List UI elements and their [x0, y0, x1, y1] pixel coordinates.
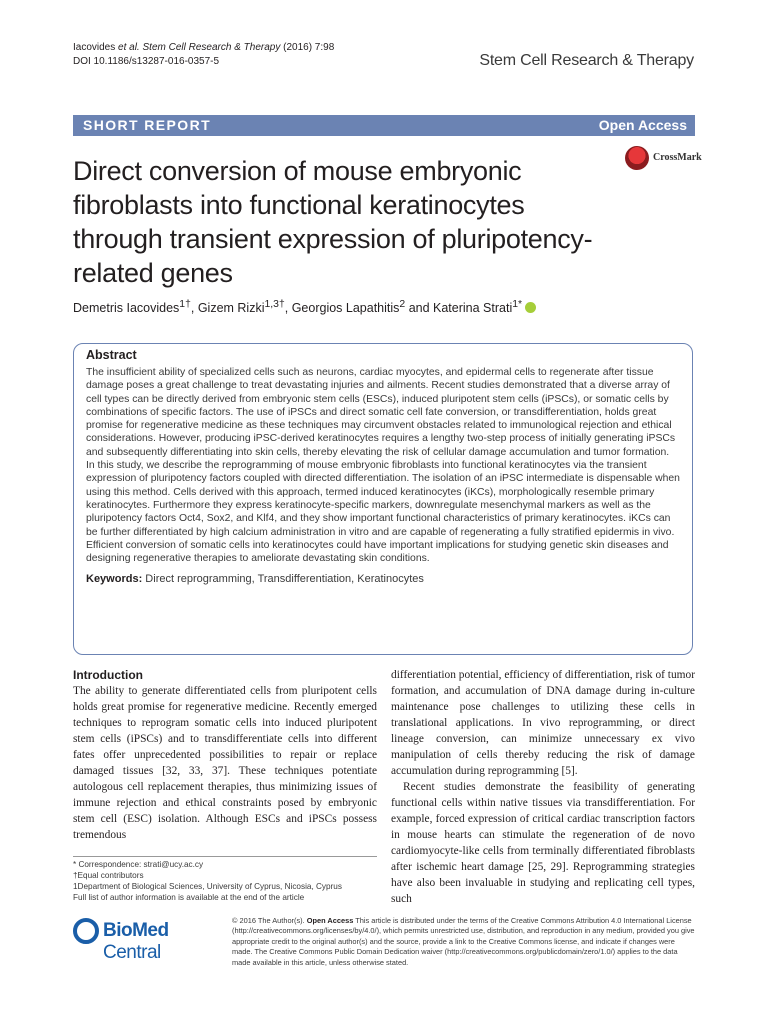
open-access-bold: Open Access: [306, 916, 354, 925]
author-1: Demetris Iacovides: [73, 301, 180, 316]
citation-etal: et al.: [118, 42, 140, 53]
body-column-right: [391, 667, 695, 907]
keywords-label: Keywords:: [86, 573, 143, 586]
author-2-affil: 1,3†: [264, 299, 285, 310]
citation-authors: Iacovides: [73, 42, 116, 53]
footnotes: [73, 856, 377, 903]
crossmark-badge[interactable]: [625, 146, 705, 172]
citation-journal: Stem Cell Research & Therapy: [142, 42, 281, 53]
biomed-central-logo: [73, 916, 223, 963]
license-body: This article is distributed under the terms of the Creative Commons Attribution 4.0 International License (http://creativecommons.org/licenses/by/4.0/), which permits unrestricted use, distribution, and reproduction in any medium, provided you give appropriate credit to the original author(s) and the source, provide a link to the Creative Commons license, and indicate if changes were made. The Creative Commons Public Domain Dedication waiver (http://creativecommons.org/publicdomain/zero/1.0/) applies to the data made available in this article, unless otherwise stated.: [232, 916, 695, 967]
logo-normal: Central: [103, 942, 161, 963]
logo-text: [103, 920, 223, 964]
affiliation: 1Department of Biological Sciences, University of Cyprus, Nicosia, Cyprus: [73, 882, 342, 891]
author-2: , Gizem Rizki: [190, 301, 265, 316]
doi[interactable]: DOI 10.1186/s13287-016-0357-5: [73, 56, 220, 67]
journal-name: Stem Cell Research & Therapy: [479, 52, 694, 69]
author-3: , Georgios Lapathitis: [284, 301, 400, 316]
citation-line: [73, 41, 334, 69]
paragraph: differentiation potential, efficiency of differentiation, risk of tumor formation, and accumulation of DNA damage during in-culture maintenance pose challenges to utilizing these cells in translational applications. In vivo reprogramming, or direct lineage conversion, can minimize unnecessary ex vivo manipulation of cells thereby reducing the risk of damage accumulation during reprogramming [5].: [391, 669, 695, 777]
equal-contributors: †Equal contributors: [73, 871, 144, 880]
author-info-note: Full list of author information is available at the end of the article: [73, 893, 305, 902]
article-type-banner: [73, 115, 695, 136]
keywords-list: Direct reprogramming, Transdifferentiation, Keratinocytes: [142, 573, 424, 586]
paragraph: The ability to generate differentiated cells from pluripotent cells holds great promise for regenerative medicine. Recently emerged techniques to reprogram somatic cells into induced pluripotent stem cells (iPSCs) and to transdifferentiate cells into different fates offer unprecedented possibilities to repair or replace damaged tissues [32, 33, 37]. These techniques potentiate autologous cell replacement therapies, thus minimizing issues of immune rejection and ethical constraints posed by embryonic stem cell (ESC) isolation. Although ESCs and iPSCs possess tremendous: [73, 685, 377, 841]
crossmark-icon: [625, 146, 649, 170]
author-4-affil: 1*: [512, 299, 523, 310]
author-1-affil: 1†: [179, 299, 191, 310]
abstract-box: [73, 343, 693, 655]
article-title: Direct conversion of mouse embryonic fibroblasts into functional keratinocytes through transient expression of pluripotency-related genes: [73, 156, 593, 288]
paragraph: Recent studies demonstrate the feasibility of generating functional cells within native tissues via transdifferentiation. For example, forced expression of critical cardiac transcription factors in mouse hearts can stimulate the regeneration of de novo cardiomyocyte-like cells from terminally differentiated fibroblasts after ischemic heart damage [25, 29]. Reprogramming strategies have also been invaluable in studying and replicating cell types, such: [391, 781, 695, 905]
license-text: [232, 916, 697, 968]
author-4: and Katerina Strati: [405, 301, 513, 316]
author-list: [73, 299, 536, 315]
logo-bold: BioMed: [103, 920, 169, 941]
article-type: SHORT REPORT: [83, 117, 212, 133]
author-3-affil: 2: [399, 299, 406, 310]
body-column-left: [73, 667, 377, 843]
copyright: © 2016 The Author(s).: [232, 916, 307, 925]
correspondence: * Correspondence: strati@ucy.ac.cy: [73, 860, 204, 869]
biomed-circle-icon: [73, 918, 99, 944]
orcid-icon[interactable]: [525, 302, 536, 313]
open-access-label: Open Access: [598, 117, 687, 133]
keywords: [86, 573, 680, 585]
citation-rest: (2016) 7:98: [280, 42, 335, 53]
abstract-text: The insufficient ability of specialized cells such as neurons, cardiac myocytes, and epidermal cells to regenerate after tissue damage poses a great challenge to treat devastating injuries and ailments. Recent studies demonstrated that a diverse array of cell types can be directly derived from embryonic stem cells (ESCs), induced pluripotent stem cells (iPSCs), or somatic cells by combinations of specific factors. The use of iPSCs and direct somatic cell fate conversion, or transdifferentiation, holds great promise for regenerative medicine as these techniques may circumvent obstacles related to immunological rejection and ethical considerations. However, producing iPSC-derived keratinocytes requires a lengthy two-step process of initially generating iPSCs and subsequently differentiating into skin cells, thereby elevating the risk of cellular damage accumulation and tumor formation. In this study, we describe the reprogramming of mouse embryonic fibroblasts into functional keratinocytes via the transient expression of pluripotency factors coupled with directed differentiation. The isolation of an iPSC intermediate is dispensable when using this method. Cells derived with this approach, termed induced keratinocytes (iKCs), morphologically resemble primary keratinocytes. Furthermore they express keratinocyte-specific markers, downregulate mesenchymal markers as well as the pluripotency factors Oct4, Sox2, and Klf4, and they show important functional characteristics of primary keratinocytes. iKCs can be further differentiated by high calcium administration in vitro and are capable of regenerating a fully stratified epidermis in vivo. Efficient conversion of somatic cells into keratinocytes could have important implications for studying genetic skin diseases and designing regenerative therapies to ameliorate devastating skin conditions.: [86, 367, 680, 565]
crossmark-label: CrossMark: [653, 152, 702, 163]
introduction-heading: Introduction: [73, 668, 143, 682]
abstract-heading: Abstract: [86, 348, 137, 362]
